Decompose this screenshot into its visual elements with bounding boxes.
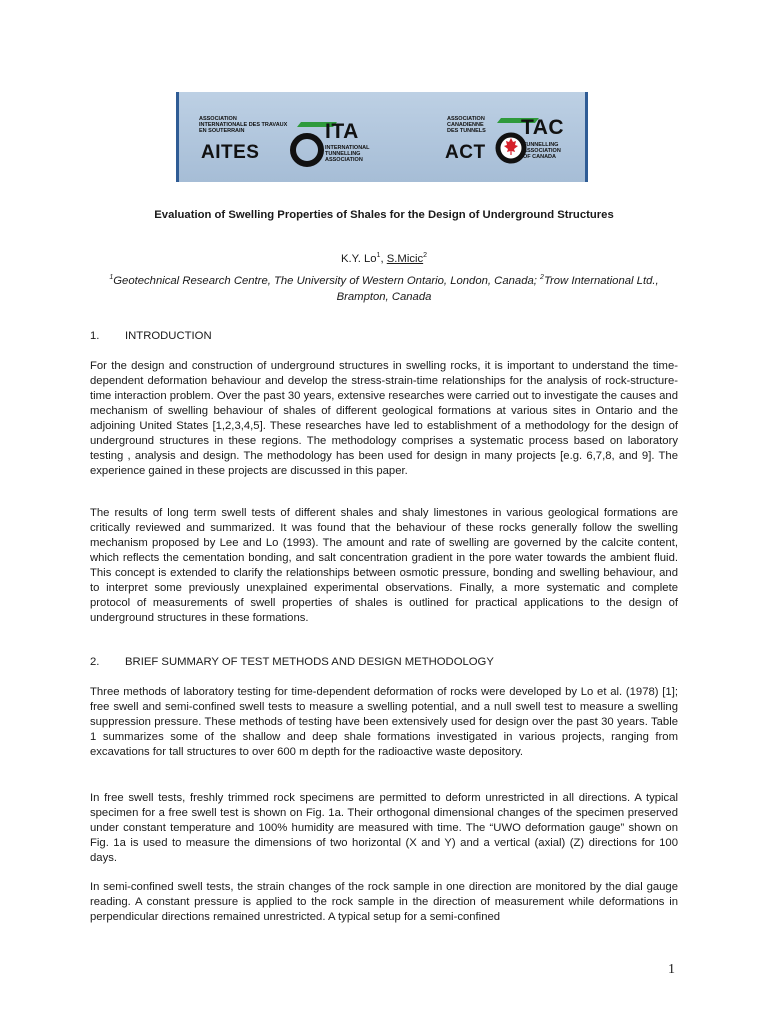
section-1-number: 1.: [90, 330, 100, 342]
section-1-heading: [90, 330, 212, 342]
author-lo-sup: 1: [376, 252, 381, 259]
ita-subtext: INTERNATIONAL TUNNELLING ASSOCIATION: [325, 145, 370, 164]
paragraph: In free swell tests, freshly trimmed rock specimens are permitted to deform unrestricted in all directions. A typical specimen for a free swell test is shown on Fig. 1a. Their orthogonal dimensional changes of the specimen preserved under constant temperature and 100% humidity are measured with time. The “UWO deformation gauge” shown on Fig. 1a is used to measure the dimensions of two horizontal (X and Y) and a vertical (axial) (Z) directions for 100 days.: [90, 792, 678, 864]
author-separator: ,: [380, 252, 387, 265]
aites-acronym: AITES: [201, 142, 260, 163]
author-lo: K.Y. Lo: [340, 252, 377, 265]
authors-line: [60, 252, 708, 265]
ita-association-text: ASSOCIATION INTERNATIONALE DES TRAVAUX EN SOUTERRAIN: [199, 116, 288, 135]
tac-subtext: TUNNELLING ASSOCIATION OF CANADA: [523, 142, 561, 161]
act-acronym: ACT: [445, 142, 486, 163]
paragraph: In semi-confined swell tests, the strain changes of the rock sample in one direction are monitored by the dial gauge reading. A constant pressure is applied to the rock sample in the direction of measurement while deformations in perpendicular directions remained unrestricted. A typical setup for a semi-confined: [90, 881, 678, 923]
section-2-title: BRIEF SUMMARY OF TEST METHODS AND DESIGN METHODOLOGY: [125, 656, 494, 668]
ita-acronym: ITA: [325, 120, 359, 143]
affiliations: [88, 270, 680, 305]
section-1-title: INTRODUCTION: [125, 330, 212, 342]
tac-association-text: ASSOCIATION CANADIENNE DES TUNNELS: [447, 116, 486, 135]
paper-title: Evaluation of Swelling Properties of Shales for the Design of Underground Structures: [154, 209, 614, 221]
paragraph: For the design and construction of underground structures in swelling rocks, it is important to understand the time-dependent deformation behaviour and develop the stress-strain-time relationships for the analysis of rock-structure-time interaction problem. Over the past 30 years, extensive researches were carried out to investigate the causes and mechanism of swelling behaviour of shales of different geological formations at various sites in Ontario and the adjoining United States [1,2,3,4,5]. These researches have led to establishment of a methodology for the design of underground structures in these regions. The methodology comprises a systematic process based on laboratory testing , analysis and design. The methodology has been used for design in many projects [e.g. 6,7,8, and 9]. The experience gained in these projects are discussed in this paper.: [90, 360, 678, 477]
tac-act-logo: [437, 92, 587, 182]
section-2-number: 2.: [90, 656, 100, 668]
affil-1-sup: 1: [109, 274, 114, 281]
paragraph: Three methods of laboratory testing for time-dependent deformation of rocks were developed by Lo et al. (1978) [1]; free swell and semi-confined swell tests to measure a swelling potential, and a null swell test to measure a swelling suppression pressure. These methods of testing have been extensively used for design over the past 30 years. Table 1 summarizes some of the shallow and deep shale formations investigated in various projects, ranging from excavations for tall structures to over 600 m depth for the radioactive waste depository.: [90, 686, 678, 758]
section-2-heading: [90, 656, 494, 668]
paragraph: The results of long term swell tests of different shales and shaly limestones in various geological formations are critically reviewed and summarized. It was found that the behaviour of these rocks generally follow the swelling mechanism proposed by Lee and Lo (1993). The amount and rate of swelling are governed by the calcite content, which reflects the cementation bonding, and salt concentration gradient in the pore water towards the ambient fluid. This concept is extended to clarify the relationships between osmotic pressure, bonding and swelling behaviour, and to interpret some previously unexplained experimental observations. Finally, a more systematic and complete protocol of measurements of swell properties of shales is outlined for practical applications to the design of underground structures in these formations.: [90, 507, 678, 624]
author-micic: S.Micic: [386, 252, 424, 265]
tac-acronym: TAC: [521, 116, 565, 139]
affil-2-text: Trow International Ltd., Brampton, Canada: [336, 274, 659, 303]
header-banner: [176, 92, 588, 182]
ita-aites-logo: [193, 92, 383, 182]
page-number: 1: [668, 962, 675, 977]
affil-2-sup: 2: [540, 274, 544, 281]
affil-1-text: Geotechnical Research Centre, The University of Western Ontario, London, Canada;: [113, 274, 541, 287]
author-micic-sup: 2: [423, 252, 428, 259]
